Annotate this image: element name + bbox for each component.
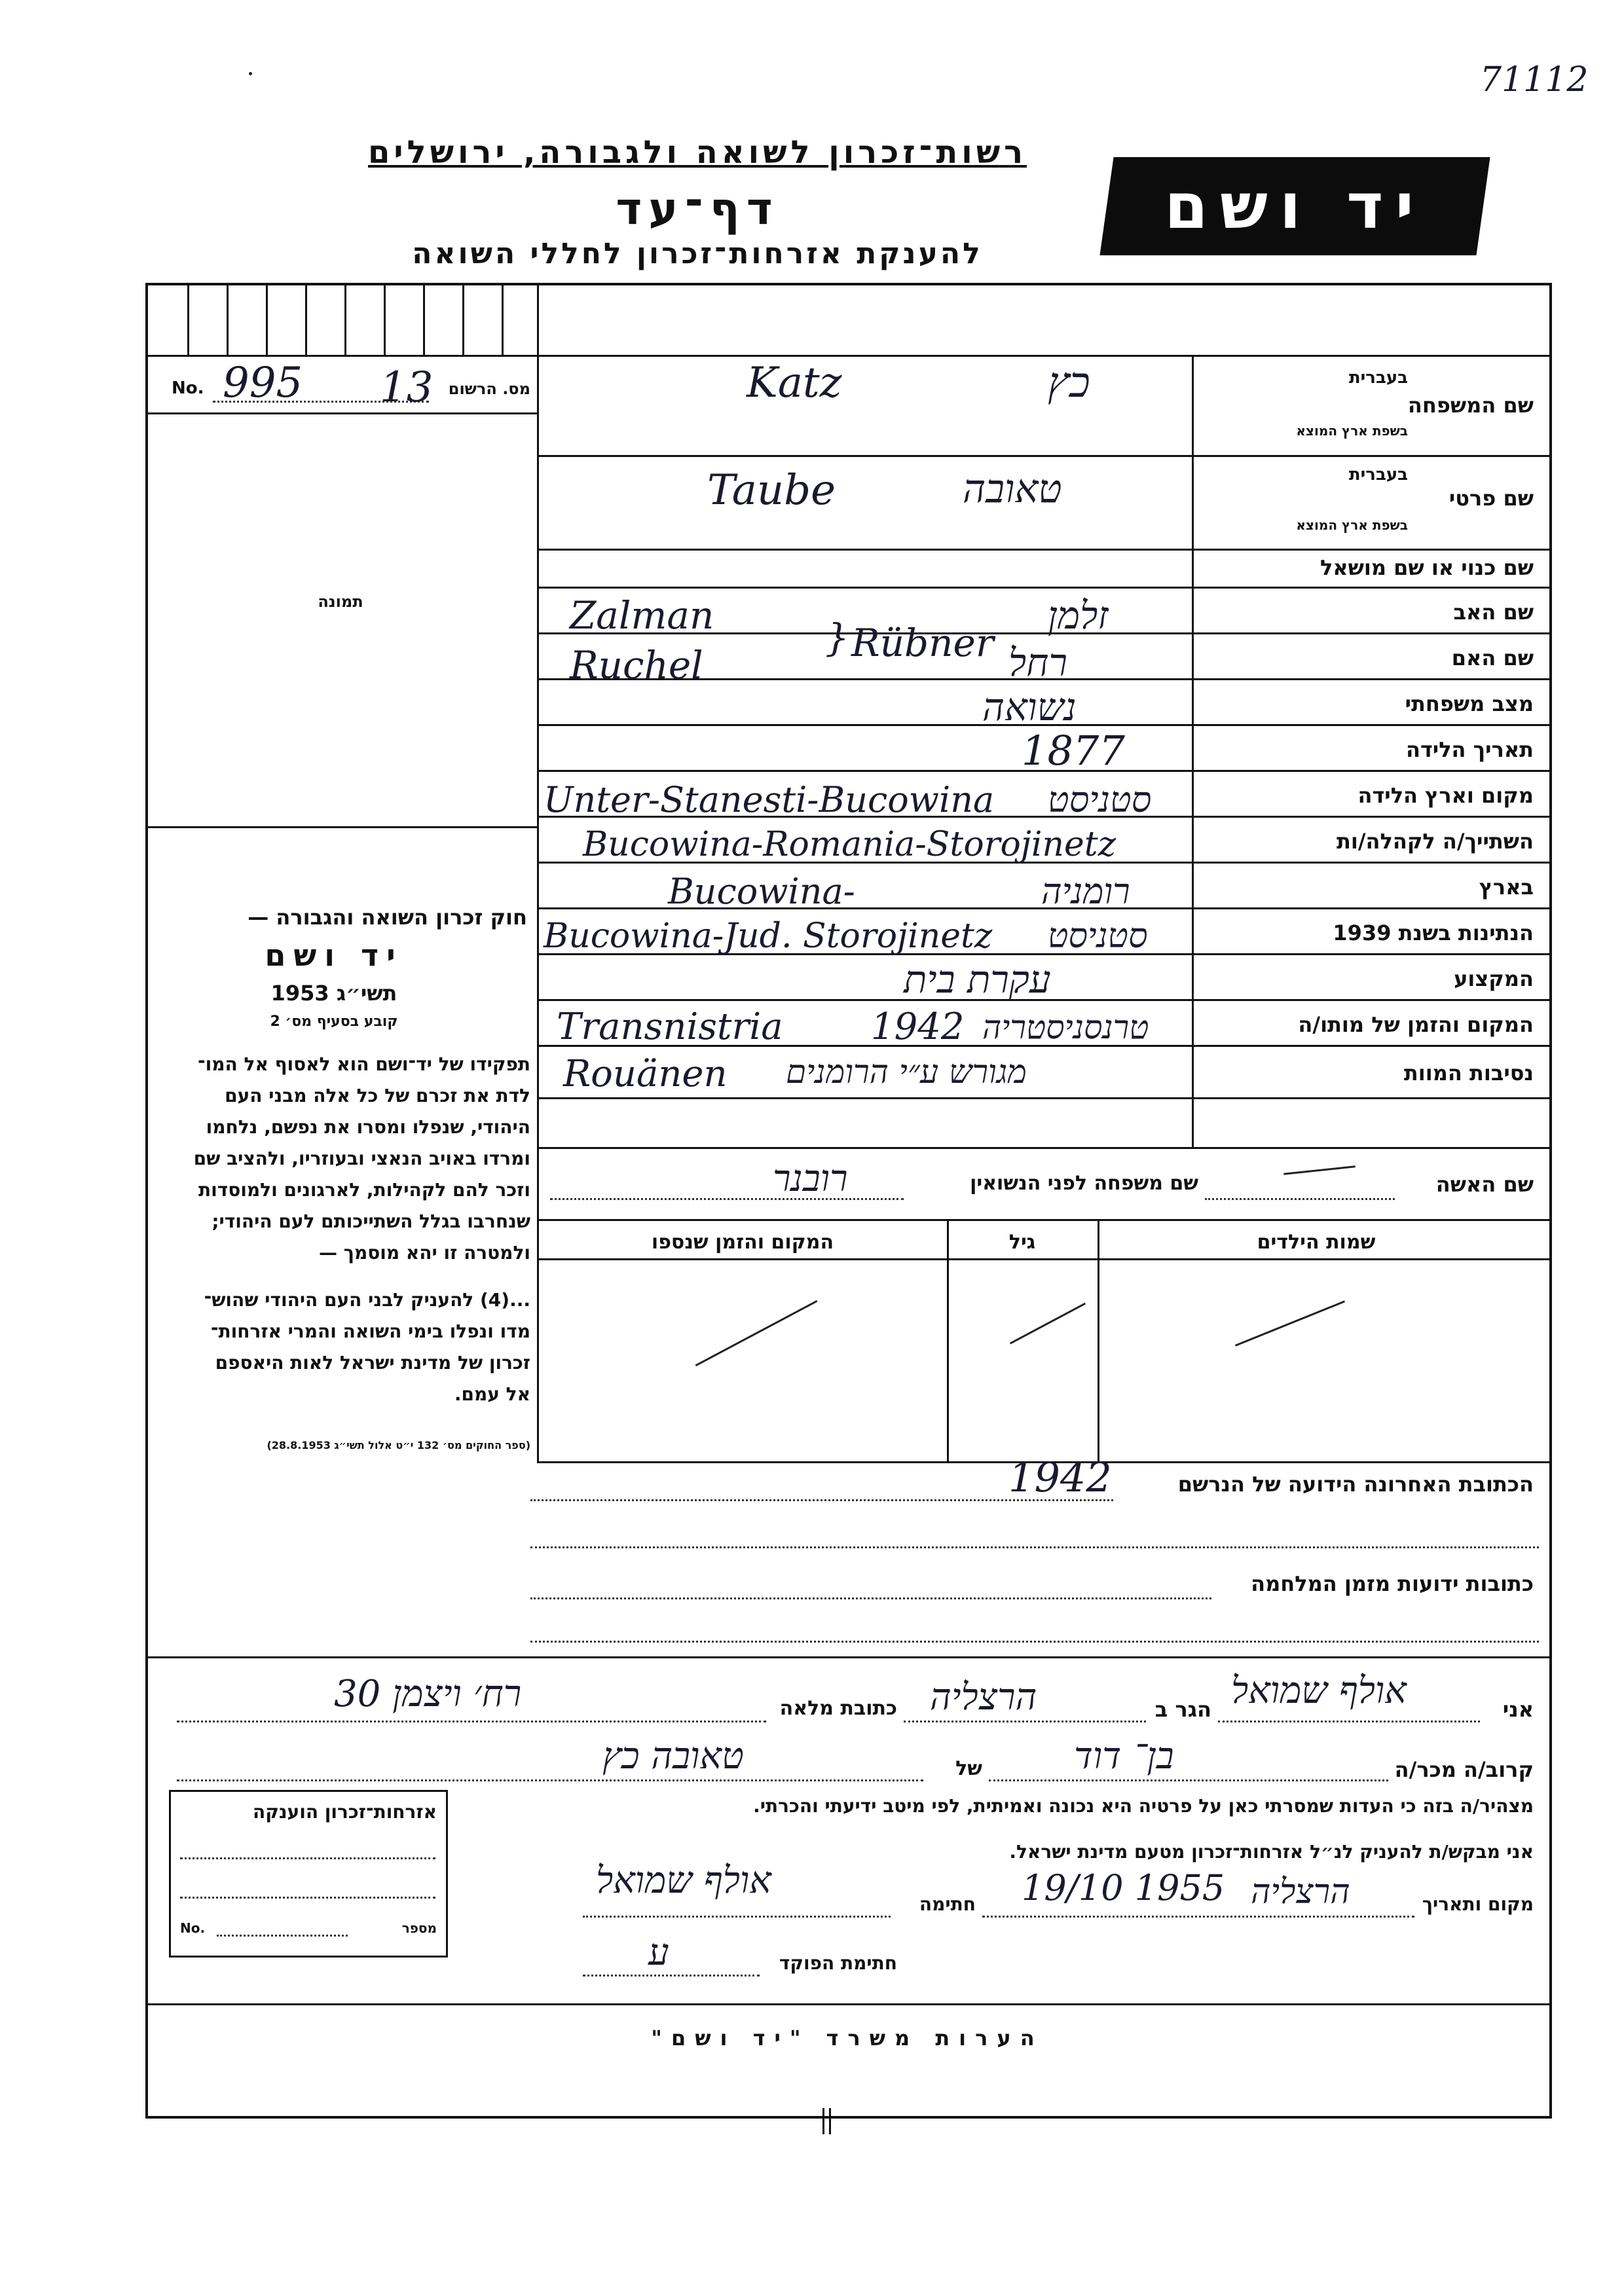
family-name-orig-sub: בשפת ארץ המוצא (1296, 423, 1408, 439)
row-line (537, 587, 1549, 589)
registration-mark: 13 (380, 363, 434, 412)
award-box-no-line (217, 1935, 348, 1937)
row-line (537, 1097, 1549, 1099)
children-age-header: גיל (1008, 1231, 1036, 1254)
wife-name-line (1205, 1198, 1395, 1200)
office-notes-label: הערות משרד "יד ושם" (651, 2026, 1044, 2050)
witness-residing-line (904, 1721, 1146, 1722)
nationality-1939-value-latin[interactable]: Bucowina-Jud. Storojinetz (544, 917, 993, 956)
date-value[interactable]: 19/10 1955 (1022, 1867, 1225, 1908)
pre-war-name-line (550, 1198, 904, 1200)
registration-row-line (148, 412, 537, 414)
occupation-value[interactable]: עקרת בית (904, 957, 1051, 1002)
birth-date-value[interactable]: 1877 (1022, 727, 1125, 774)
award-box-line (180, 1857, 435, 1859)
law-line: זכרון של מדינת ישראל לאות היאספם (215, 1352, 530, 1374)
death-place-value-hebrew[interactable]: טרנסניסטריה (982, 1008, 1149, 1046)
bottom-mark (822, 2108, 824, 2134)
death-place-time-label: המקום והזמן של מותו/ה (1298, 1012, 1534, 1037)
registration-no-label-he: מס. הרשום (448, 380, 530, 398)
family-name-hebrew-sub: בעברית (1348, 368, 1408, 388)
place-date-label: מקום ותאריך (1422, 1893, 1534, 1915)
community-label: השתייך/ה לקהלה/ות (1336, 829, 1534, 854)
children-death-header: המקום והזמן שנספו (651, 1231, 834, 1254)
law-line: ...(4) להעניק לבני העם היהודי שהוש־ (204, 1289, 530, 1311)
witness-name-value[interactable]: אולף שמואל (1231, 1669, 1407, 1712)
authority-title: רשות־זכרון לשואה ולגבורה, ירושלים (367, 134, 1027, 171)
mother-value-hebrew[interactable]: רחל (1008, 640, 1067, 685)
family-name-value-hebrew[interactable]: כץ (1048, 359, 1090, 407)
death-cause-label: נסיבות המוות (1403, 1061, 1534, 1085)
law-line: ולמטרה זו יהא מוסמך — (319, 1242, 530, 1264)
officer-signature-mark: ﬠ (648, 1931, 669, 1974)
marital-status-label: מצב משפחתי (1405, 691, 1534, 716)
country-value-hebrew[interactable]: רומניה (1041, 871, 1130, 912)
father-value-hebrew[interactable]: זלמן (1048, 593, 1109, 638)
office-notes-top (145, 2003, 1549, 2005)
children-names-header: שמות הילדים (1257, 1231, 1376, 1254)
law-line: וזכר להם לקהילות, לארגונים ולמוסדות (198, 1179, 530, 1201)
wartime-addresses-label: כתובות ידועות מזמן המלחמה (1251, 1571, 1534, 1596)
place-date-line (982, 1916, 1414, 1918)
witness-residing-value[interactable]: הרצליה (930, 1676, 1037, 1719)
last-address-line-2 (530, 1546, 1539, 1548)
birth-place-label: מקום וארץ הלידה (1357, 783, 1534, 808)
witness-i-label: אני (1502, 1697, 1534, 1722)
children-header-line (537, 1258, 1549, 1260)
award-box (169, 1790, 448, 1958)
law-line: היהודי, שנפלו ומסרו את נפשם, נלחמו (206, 1116, 530, 1138)
law-citation: (ספר החוקים מס׳ 132 י״ט אלול תשי״ג 28.8.1953) (267, 1439, 530, 1451)
witness-relation-label: קרוב/ה מכר/ה (1394, 1757, 1534, 1782)
photo-label: תמונה (318, 592, 363, 611)
law-title: חוק זכרון השואה והגבורה — (248, 905, 527, 930)
father-bracket: } (825, 615, 849, 660)
death-cause-value-latin[interactable]: Rouänen (563, 1053, 728, 1095)
witness-relation-line (989, 1779, 1388, 1781)
first-name-value-hebrew[interactable]: טאובה (963, 466, 1062, 512)
parents-surname: Rübner (851, 621, 994, 665)
witness-of-value[interactable]: טאובה כץ (602, 1735, 744, 1777)
father-label: שם האב (1453, 600, 1534, 625)
row-line (537, 455, 1549, 457)
birth-date-label: תאריך הלידה (1405, 737, 1534, 762)
witness-residing-label: הגר ב (1154, 1697, 1211, 1722)
form-divider-left (537, 283, 539, 1461)
signature-line (583, 1916, 891, 1918)
birth-place-value-hebrew[interactable]: סטניסט (1048, 779, 1152, 820)
form-title: דף־עד (616, 183, 779, 235)
marital-status-value[interactable]: נשואה (982, 685, 1077, 729)
code-boxes (148, 285, 537, 355)
witness-address-value[interactable]: רח׳ ויצמן 30 (334, 1673, 522, 1715)
award-box-title: אזרחות־זכרון הוענקה (253, 1801, 437, 1823)
family-name-label: שם המשפחה (1407, 393, 1534, 418)
form-subtitle: להענקת אזרחות־זכרון לחללי השואה (412, 237, 983, 270)
first-name-hebrew-sub: בעברית (1348, 465, 1408, 484)
first-name-orig-sub: בשפת ארץ המוצא (1296, 517, 1408, 533)
father-value-latin[interactable]: Zalman (570, 593, 714, 638)
death-year-value[interactable]: 1942 (871, 1006, 965, 1048)
witness-relation-value[interactable]: בן־ דוד (1074, 1735, 1174, 1777)
family-name-value-latin[interactable]: Katz (747, 359, 842, 407)
award-box-no-label-he: מספר (401, 1920, 437, 1936)
children-col-divider (1098, 1219, 1099, 1461)
row-line (537, 1219, 1549, 1221)
law-line: ומרדו באויב הנאצי ובעוזריו, ולהציב שם (193, 1148, 530, 1169)
death-place-value-latin[interactable]: Transnistria (557, 1006, 783, 1048)
wartime-addresses-line-2 (530, 1641, 1539, 1643)
officer-signature-label: חתימת הפוקד (779, 1952, 897, 1974)
witness-of-label: של (955, 1757, 982, 1780)
mother-value-latin[interactable]: Ruchel (570, 643, 703, 687)
witness-name-line (1218, 1721, 1480, 1722)
law-line: אל עמם. (454, 1383, 530, 1405)
stray-dot (249, 72, 252, 75)
last-address-label: הכתובת האחרונה הידועה של הנרשם (1177, 1472, 1534, 1497)
pre-war-name-label: שם משפחה לפני הנשואין (970, 1172, 1198, 1195)
logo-text: יד ושם (1164, 170, 1426, 243)
law-paragraph-1 (157, 1049, 530, 1269)
death-cause-value-hebrew[interactable]: מגורש ע״י הרומנים (786, 1053, 1027, 1091)
community-value-latin[interactable]: Bucowina-Romania-Storojinetz (583, 825, 1116, 864)
witness-declaration: מצהיר/ה בזה כי העדות שמסרתי כאן על פרטיה היא נכונה ואמיתית, לפי מיטב ידיעתי והכרתי. (753, 1795, 1534, 1817)
wartime-addresses-line (530, 1597, 1211, 1599)
witness-address-line (177, 1721, 766, 1722)
photo-area-bottom (148, 826, 537, 828)
place-value[interactable]: הרצליה (1251, 1872, 1350, 1912)
document-number: 71112 (1480, 60, 1589, 100)
law-name: יד ושם (265, 938, 403, 973)
witness-request: אני מבקש/ת להעניק לנ״ל אזרחות־זכרון מטעם מדינת ישראל. (1009, 1841, 1534, 1863)
pre-war-name-value[interactable]: רובנר (773, 1157, 848, 1200)
nickname-label: שם כנוי או שם מושאל (1320, 555, 1534, 580)
occupation-label: המקצוע (1454, 966, 1534, 991)
witness-full-address-label: כתובת מלאה (779, 1697, 897, 1720)
country-value-latin[interactable]: Bucowina- (668, 871, 855, 912)
wife-name-label: שם האשה (1435, 1172, 1534, 1197)
law-clause-note: קובע בסעיף מס׳ 2 (270, 1013, 398, 1030)
mother-label: שם האם (1451, 646, 1534, 670)
nationality-1939-label: הנתינות בשנת 1939 (1333, 920, 1534, 945)
law-line: תפקידו של יד־ושם הוא לאסוף אל המו־ (198, 1053, 530, 1075)
yad-vashem-logo (1099, 157, 1490, 255)
top-strip-line (145, 355, 1549, 357)
law-line: מדו ונפלו בימי השואה והמרי אזרחות־ (210, 1321, 530, 1342)
law-line: לדת את זכרם של כל אלה מבני העם (225, 1085, 530, 1106)
children-col-divider (947, 1219, 949, 1461)
signature-value[interactable]: אולף שמואל (596, 1859, 771, 1902)
nationality-1939-value-hebrew[interactable]: סטניסט (1048, 917, 1148, 956)
first-name-label: שם פרטי (1449, 486, 1534, 511)
registration-number: 995 (223, 359, 303, 407)
award-box-no-label: No. (180, 1920, 206, 1936)
country-label: בארץ (1479, 875, 1534, 900)
form-divider-labels (1192, 355, 1194, 1147)
bottom-mark (829, 2108, 831, 2134)
law-year: תשי״ג 1953 (270, 981, 397, 1006)
award-box-line (180, 1897, 435, 1899)
row-line (537, 1147, 1549, 1149)
last-address-value[interactable]: 1942 (1008, 1453, 1112, 1501)
birth-place-value-latin[interactable]: Unter-Stanesti-Bucowina (544, 779, 995, 820)
witness-section-top (145, 1656, 1549, 1658)
law-paragraph-2 (157, 1285, 530, 1410)
officer-signature-line (583, 1975, 760, 1977)
signature-label: חתימה (919, 1893, 976, 1915)
row-line (537, 549, 1549, 551)
witness-of-line (177, 1779, 923, 1781)
first-name-value-latin[interactable]: Taube (707, 466, 836, 515)
law-line: שנחרבו בגלל השתייכותם לעם היהודי; (212, 1211, 530, 1232)
registration-no-label: No. (172, 378, 204, 398)
